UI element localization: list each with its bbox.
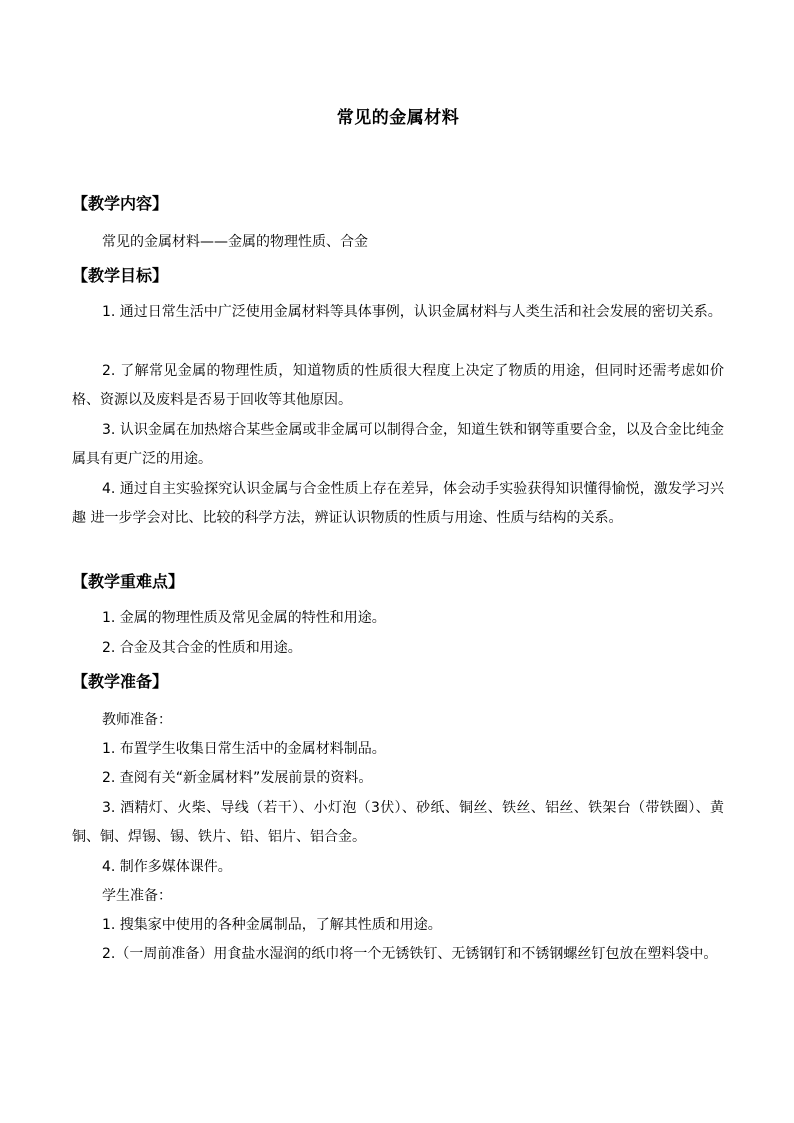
key-point-item-2: 2. 合金及其合金的性质和用途。 bbox=[102, 640, 302, 656]
objective-item-3: 3. 认识金属在加热熔合某些金属或非金属可以制得合金，知道生铁和钢等重要合金，以及合金比纯金属具有更广泛的用途。 bbox=[72, 422, 724, 467]
teacher-prep-item-4: 4. 制作多媒体课件。 bbox=[102, 859, 232, 875]
teacher-prep-item-3: 3. 酒精灯、火柴、导线（若干）、小灯泡（3伏）、砂纸、铜丝、铁丝、铝丝、铁架台（带铁圈）、黄铜、铜、焊锡、锡、铁片、铅、铝片、铝合金。 bbox=[72, 800, 724, 845]
student-prep-item-1: 1. 搜集家中使用的各种金属制品，了解其性质和用途。 bbox=[102, 917, 442, 933]
section-heading-content: 【教学内容】 bbox=[72, 194, 169, 213]
objective-item-4: 4. 通过自主实验探究认识金属与合金性质上存在差异，体会动手实验获得知识懂得愉悦，激发学习兴趣 进一步学会对比、比较的科学方法，辨证认识物质的性质与用途、性质与结构的关系。 bbox=[72, 481, 724, 526]
teacher-prep-item-2: 2. 查阅有关“新金属材料”发展前景的资料。 bbox=[102, 770, 373, 786]
section-heading-key-points: 【教学重难点】 bbox=[72, 572, 185, 591]
objective-item-1: 1. 通过日常生活中广泛使用金属材料等具体事例，认识金属材料与人类生活和社会发展的密切关系。 bbox=[102, 304, 722, 320]
teacher-prep-item-1: 1. 布置学生收集日常生活中的金属材料制品。 bbox=[102, 741, 386, 757]
teacher-prep-label: 教师准备： bbox=[102, 712, 172, 728]
student-prep-label: 学生准备： bbox=[102, 888, 172, 904]
content-text: 常见的金属材料——金属的物理性质、合金 bbox=[102, 234, 368, 250]
section-heading-preparation: 【教学准备】 bbox=[72, 672, 169, 691]
key-point-item-1: 1. 金属的物理性质及常见金属的特性和用途。 bbox=[102, 610, 386, 626]
section-heading-objectives: 【教学目标】 bbox=[72, 266, 169, 285]
student-prep-item-2: 2.（一周前准备）用食盐水湿润的纸巾将一个无锈铁钉、无锈钢钉和不锈钢螺丝钉包放在塑料袋中。 bbox=[102, 946, 718, 962]
objective-item-2: 2. 了解常见金属的物理性质，知道物质的性质很大程度上决定了物质的用途，但同时还需考虑如价格、资源以及废料是否易于回收等其他原因。 bbox=[72, 363, 724, 408]
document-title: 常见的金属材料 bbox=[336, 108, 460, 128]
